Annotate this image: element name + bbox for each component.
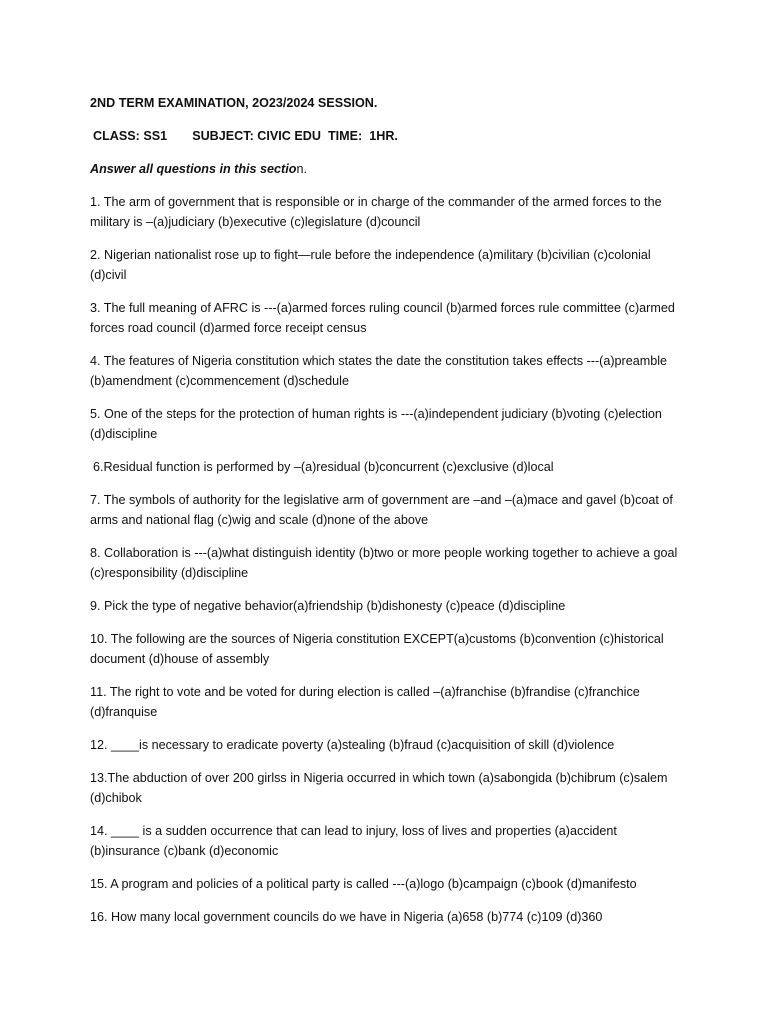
question-6: 6.Residual function is performed by –(a)residual (b)concurrent (c)exclusive (d)local xyxy=(93,460,554,474)
question-2: 2. Nigerian nationalist rose up to fight—rule before the independence (a)military (b)civilian (c)colonial (d)civil xyxy=(90,248,651,282)
question-12: 12. ____is necessary to eradicate poverty (a)stealing (b)fraud (c)acquisition of skill (d)violence xyxy=(90,738,615,752)
question-8: 8. Collaboration is ---(a)what distinguish identity (b)two or more people working together to achieve a goal (c)responsibility (d)discipline xyxy=(90,546,678,580)
question-1: 1. The arm of government that is responsible or in charge of the commander of the armed forces to the military is –(a)judiciary (b)executive (c)legislature (d)council xyxy=(90,195,662,229)
question-3: 3. The full meaning of AFRC is ---(a)armed forces ruling council (b)armed forces rule committee (c)armed forces road council (d)armed force receipt census xyxy=(90,301,675,335)
question-7: 7. The symbols of authority for the legislative arm of government are –and –(a)mace and gavel (b)coat of arms and national flag (c)wig and scale (d)none of the above xyxy=(90,493,673,527)
question-9: 9. Pick the type of negative behavior(a)friendship (b)dishonesty (c)peace (d)discipline xyxy=(90,599,566,613)
exam-info-line xyxy=(90,126,690,146)
exam-title: 2ND TERM EXAMINATION, 2O23/2024 SESSION. xyxy=(90,96,378,110)
instruction-line xyxy=(90,159,690,179)
question-16: 16. How many local government councils do we have in Nigeria (a)658 (b)774 (c)109 (d)360 xyxy=(90,910,603,924)
time-label: TIME: 1HR. xyxy=(327,129,398,143)
question-10: 10. The following are the sources of Nigeria constitution EXCEPT(a)customs (b)convention (c)historical document (d)house of assembly xyxy=(90,632,664,666)
question-11: 11. The right to vote and be voted for during election is called –(a)franchise (b)frandise (c)franchice (d)franquise xyxy=(90,685,640,719)
question-5: 5. One of the steps for the protection of human rights is ---(a)independent judiciary (b)voting (c)election (d)discipline xyxy=(90,407,662,441)
question-14: 14. ____ is a sudden occurrence that can lead to injury, loss of lives and properties (a)accident (b)insurance (c)bank (d)economic xyxy=(90,824,617,858)
question-15: 15. A program and policies of a political party is called ---(a)logo (b)campaign (c)book (d)manifesto xyxy=(90,877,637,891)
exam-content xyxy=(90,93,690,940)
question-13: 13.The abduction of over 200 girlss in Nigeria occurred in which town (a)sabongida (b)chibrum (c)salem (d)chibok xyxy=(90,771,668,805)
instruction-emphasized: Answer all questions in this sectio xyxy=(90,162,297,176)
subject-label: SUBJECT: CIVIC EDU xyxy=(192,129,321,143)
class-label: CLASS: SS1 xyxy=(93,129,168,143)
instruction-tail: n. xyxy=(296,162,307,176)
question-4: 4. The features of Nigeria constitution which states the date the constitution takes effects ---(a)preamble (b)amendment (c)commencement (d)schedule xyxy=(90,354,668,388)
